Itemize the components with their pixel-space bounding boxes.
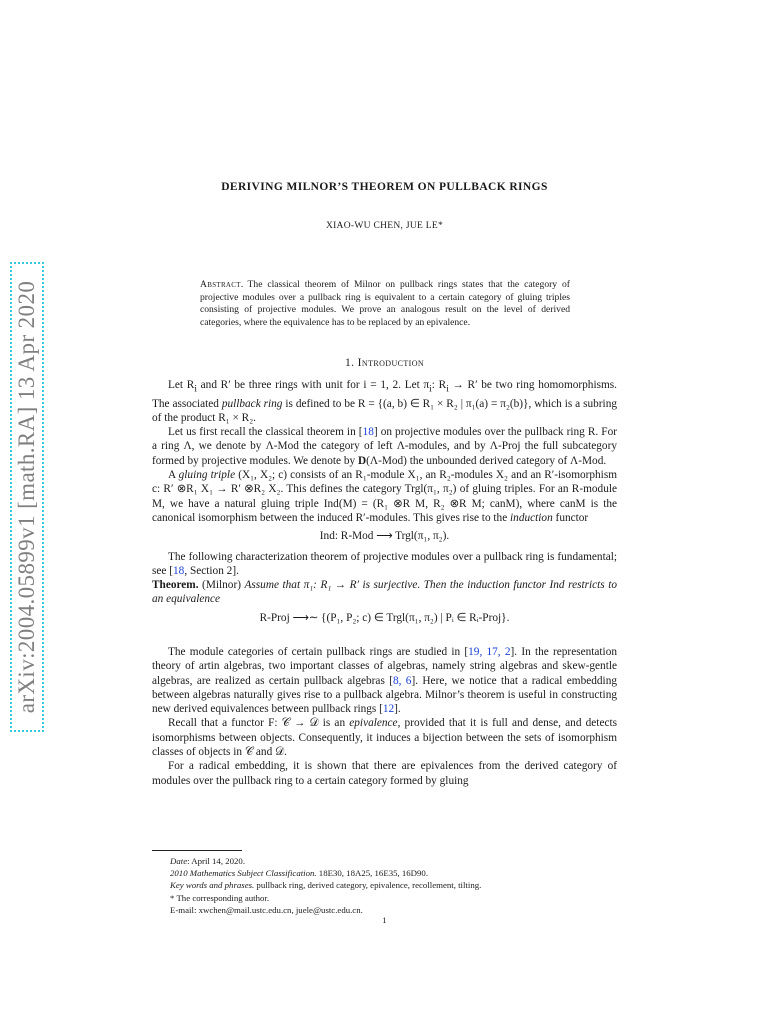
display-equation-induction: Ind: R-Mod ⟶ Trgl(π₁, π₂). (319, 530, 450, 543)
theorem-label: Theorem. (152, 579, 199, 592)
paragraph-1: Let $R_i$ and R′ be three rings with unit for i = 1, 2. Let $\pi_i$: $R_i \to R'$ be two ring homomorphisms. The associated pullback ring is defined to be R = {(a, b) ∈ R₁ × R₂ | π₁(a) = π₂(b)}, which is a subring of the product R₁ × R₂. (152, 379, 617, 424)
footnote-divider (152, 850, 242, 851)
footnote-corresponding-author: * The corresponding author. (170, 892, 270, 903)
paper-title: DERIVING MILNOR’S THEOREM ON PULLBACK RINGS (221, 181, 548, 193)
section-number: 1. (344, 357, 355, 369)
abstract-text: The classical theorem of Milnor on pullback rings states that the category of projective modules over a pullback ring is equivalent to a certain category of gluing triples consisting of projective modules. We prove an analogous result on the level of derived categories, where the equivalence has to be replaced by an epivalence. (200, 279, 570, 328)
paragraph-5: The module categories of certain pullback rings are studied in [19, 17, 2]. In the representation theory of artin algebras, two important classes of algebras, namely string algebras and skew-gentle algebras, are realized as certain pullback algebras [8, 6]. Here, we notice that a radical embedding between algebras naturally gives rise to a pullback algebra. Milnor’s theorem is useful in constructing new derived equivalences between pullback rings [12]. (152, 646, 617, 716)
paper-authors: XIAO-WU CHEN, JUE LE* (325, 221, 444, 231)
section-title: Introduction (357, 357, 425, 369)
arxiv-identifier: arXiv:2004.05899v1 [math.RA] 13 Apr 2020 (14, 280, 39, 714)
paragraph-3: A gluing triple (X₁, X₂; c) consists of an R₁-module X₁, an R₂-modules X₂ and an R′-isomorphism c: R′ ⊗R₁ X₁ → R′ ⊗R₂ X₂. This defines the category Trgl(π₁, π₂) of gluing triples. For an R-module M, we have a natural gluing triple Ind(M) = (R₁ ⊗R M, R₂ ⊗R M; canM), where canM is the canonical isomorphism between the induced R′-modules. This gives rise to the induction functor (152, 469, 618, 524)
citation-link[interactable]: 18 (173, 564, 185, 577)
footnotes (170, 855, 610, 916)
citation-link[interactable]: 19, 17, 2 (468, 646, 511, 658)
citation-link[interactable]: 18 (362, 426, 374, 439)
citation-link[interactable]: 8, 6 (392, 674, 412, 687)
footnote-msc: 2010 Mathematics Subject Classification. 18E30, 18A25, 16E35, 16D90. (170, 868, 429, 879)
footnote-keywords: Key words and phrases. pullback ring, derived category, epivalence, recollement, tilting. (170, 880, 482, 891)
body-text (152, 378, 617, 788)
footnote-date: Date: April 14, 2020. (170, 856, 246, 866)
footnote-email: E-mail: xwchen@mail.ustc.edu.cn, juele@ustc.edu.cn. (170, 904, 363, 915)
paragraph-4: The following characterization theorem of projective modules over a pullback ring is fundamental; see [18, Section 2]. (152, 550, 617, 577)
section-heading (152, 357, 617, 369)
citation-link[interactable]: 12 (382, 703, 395, 716)
arxiv-stamp (10, 262, 44, 732)
abstract (200, 279, 570, 329)
page-number: 1 (382, 915, 387, 925)
paragraph-6: Recall that a functor F: 𝒞 → 𝒟 is an epivalence, provided that it is full and dense, and detects isomorphisms between objects. Consequently, it induces a bijection between the sets of isomorphism classes of objects in 𝒞 and 𝒟. (152, 717, 618, 759)
paragraph-7: For a radical embedding, it is shown that there are epivalences from the derived category of modules over the pullback ring to a certain category formed by gluing (152, 760, 617, 787)
milnor-theorem: Theorem. (Milnor) Assume that π₁: R₁ → R′ is surjective. Then the induction functor Ind restricts to an equivalence (152, 579, 617, 606)
display-equation-equivalence: R-Proj ⟶∼ {(P₁, P₂; c) ∈ Trgl(π₁, π₂) | Pᵢ ∈ Rᵢ-Proj}. (259, 611, 510, 624)
paragraph-2: Let us first recall the classical theorem in [18] on projective modules over the pullback ring R. For a ring Λ, we denote by Λ-Mod the category of left Λ-modules, and by Λ-Proj the full subcategory formed by projective modules. We denote by D(Λ-Mod) the unbounded derived category of Λ-Mod. (152, 426, 617, 467)
abstract-lead: Abstract. (200, 279, 244, 290)
